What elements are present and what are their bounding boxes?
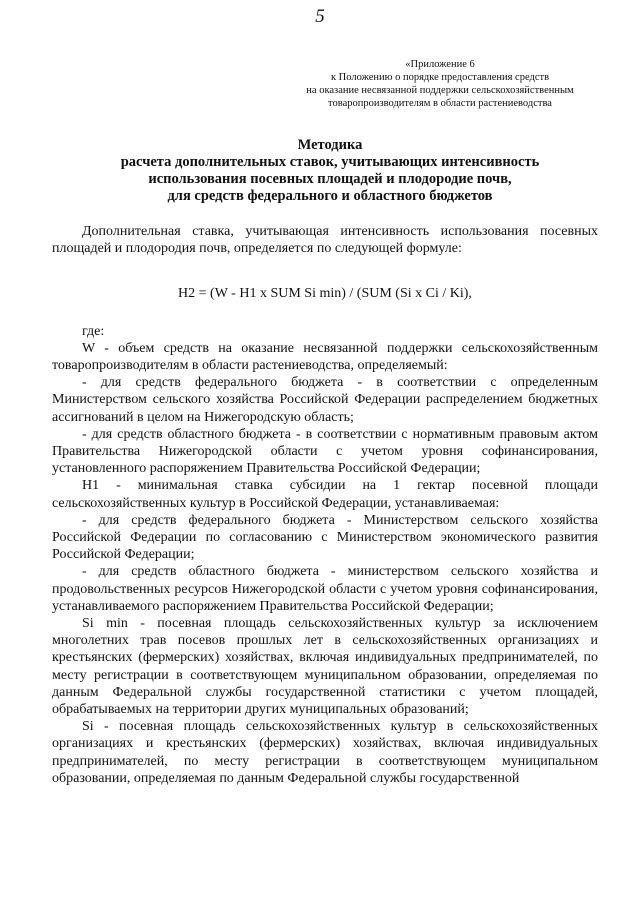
formula: H2 = (W - H1 x SUM Si min) / (SUM (Si x Ci / Ki), xyxy=(178,286,472,302)
paragraph-w-regional: - для средств областного бюджета - в соответствии с нормативным правовым актом Правительства Нижегородской области с учетом уровня софинансирования, установленного распоряжением Правительства Российской Федерации; xyxy=(52,426,598,477)
title-line: расчета дополнительных ставок, учитывающих интенсивность xyxy=(120,154,540,170)
annex-line: «Приложение 6 xyxy=(405,59,475,70)
page-number: 5 xyxy=(315,6,325,27)
paragraph-w: W - объем средств на оказание несвязанной поддержки сельскохозяйственным товаропроизводителям в области растениеводства, определяемый: xyxy=(52,340,598,374)
paragraph-h1-regional: - для средств областного бюджета - министерством сельского хозяйства и продовольственных ресурсов Нижегородской области с учетом уровня софинансирования, устанавливаемого распоряжением Правительства Российской Федерации; xyxy=(52,564,598,614)
document-title xyxy=(60,137,600,205)
document-body xyxy=(52,223,598,787)
paragraph-w-federal: - для средств федерального бюджета - в соответствии с определенным Министерством сельского хозяйства Российской Федерации распределением бюджетных ассигнований в целом на Нижегородскую область; xyxy=(52,375,598,425)
title-line: использования посевных площадей и плодородие почв, xyxy=(148,171,512,187)
title-line: для средств федерального и областного бюджетов xyxy=(167,188,493,204)
intro-paragraph: Дополнительная ставка, учитывающая интенсивность использования посевных площадей и плодородия почв, определяется по следующей формуле: xyxy=(52,224,598,257)
annex-line: к Положению о порядке предоставления средств xyxy=(330,72,550,83)
paragraph-h1: H1 - минимальная ставка субсидии на 1 гектар посевной площади сельскохозяйственных культур в Российской Федерации, устанавливаемая: xyxy=(52,478,598,511)
annex-line: товаропроизводителям в области растениеводства xyxy=(328,98,552,109)
paragraph-h1-federal: - для средств федерального бюджета - Министерством сельского хозяйства Российской Федерации по согласованию с Министерством экономического развития Российской Федерации; xyxy=(52,512,598,563)
annex-header xyxy=(292,58,588,110)
annex-line: на оказание несвязанной поддержки сельскохозяйственным xyxy=(306,85,574,96)
title-line: Методика xyxy=(297,137,363,153)
paragraph-si: Si - посевная площадь сельскохозяйственных культур в сельскохозяйственных организациях и крестьянских (фермерских) хозяйствах, включая индивидуальных предпринимателей, по месту регистрации в соответствующем муниципальном образовании, определяемая по данным Федеральной службы государственной xyxy=(52,719,598,786)
where-label: где: xyxy=(82,323,105,339)
paragraph-si-min: Si min - посевная площадь сельскохозяйственных культур за исключением многолетних трав посевов прошлых лет в сельскохозяйственных организациях и крестьянских (фермерских) хозяйствах, включая индивидуальных предпринимателей, по месту регистрации в соответствующем муниципальном образовании, определяемая по данным Федеральной службы государственной статистики с учетом площадей, обрабатываемых на территории других муниципальных образований; xyxy=(52,616,598,718)
